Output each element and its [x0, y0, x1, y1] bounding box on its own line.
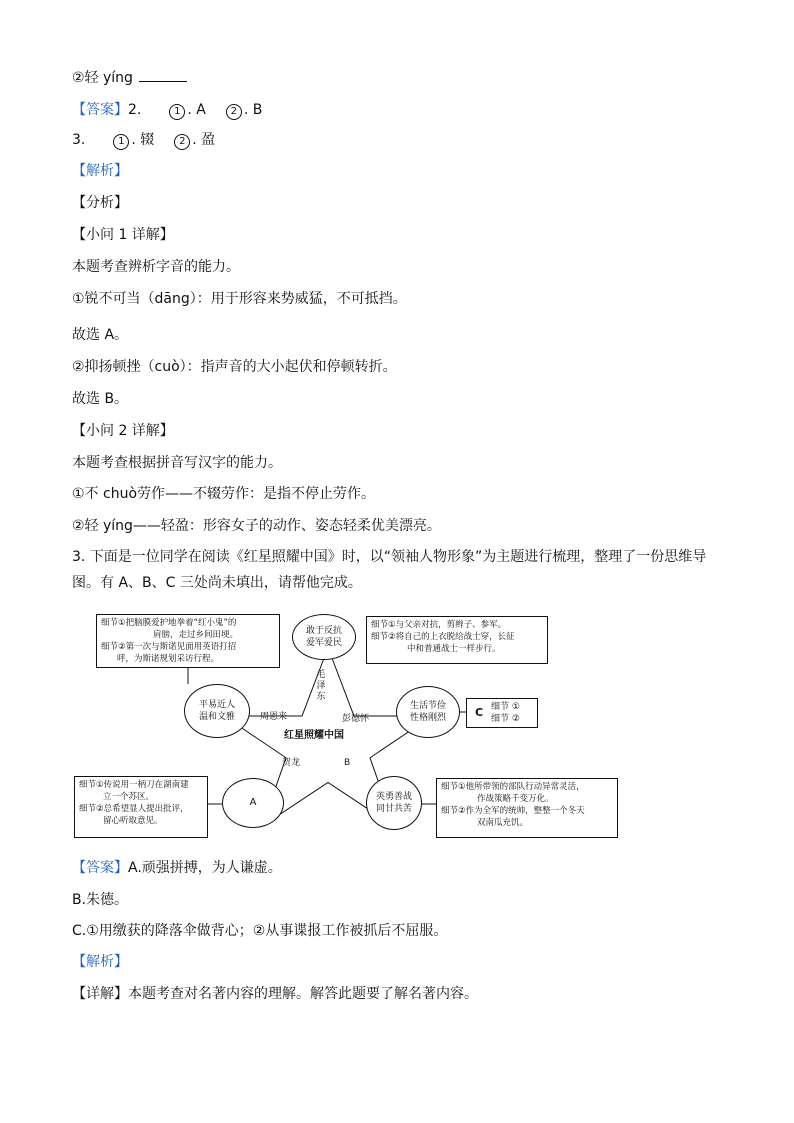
circle-number-1: 1 [113, 134, 129, 150]
detail-text: 肩膀，走过乡间田埂。 [153, 630, 239, 640]
trait-ellipse-a [222, 778, 284, 828]
answer-blank [139, 69, 187, 82]
answer-option-2: . B [243, 102, 263, 118]
answer-line-3 [72, 130, 215, 150]
answer-line-3-text [72, 858, 282, 878]
trait-text: 生活节俭 [409, 701, 446, 711]
detail-text: 细节②总希望显人提出批评， [79, 804, 189, 814]
trait-text: 敢于反抗 [305, 626, 342, 636]
circle-number-1: 1 [169, 104, 185, 120]
text-line: 本题考查根据拼音写汉字的能力。 [72, 455, 282, 471]
answer-option-1: . A [187, 102, 206, 118]
text-line: 故选 B。 [72, 391, 129, 407]
star-char: 毛 [316, 670, 326, 680]
star-char: 泽 [316, 681, 326, 691]
detail-text: 中和普通战士一样步行。 [407, 644, 501, 654]
detail-text: 细节①把脑膜爱护地拳着“红小鬼”的 [101, 618, 237, 628]
analysis-heading: 【解析】 [72, 954, 128, 970]
trait-text: 爱军爱民 [305, 638, 342, 648]
trait-ellipse-right [396, 686, 460, 738]
trait-ellipse-top [292, 614, 356, 660]
text-line: ②轻 yíng——轻盈：形容女子的动作、姿态轻柔优美漂亮。 [72, 518, 441, 534]
trait-text: 性格刚烈 [409, 713, 446, 723]
trait-text: 温和文雅 [198, 712, 235, 722]
answer-option-2: . 盈 [192, 132, 216, 148]
blank-a-label: A [249, 797, 257, 808]
answer-number: 2. [128, 102, 142, 118]
circle-number-2: 2 [226, 104, 242, 120]
answer-option-1: . 辍 [131, 132, 155, 148]
detail-text: 留心听取意见。 [103, 816, 163, 826]
detail-box-bottom-left [74, 776, 208, 838]
trait-text: 英勇善战 [375, 792, 412, 802]
fenxi-heading: 【分析】 [72, 195, 128, 211]
detail-text: 立一个苏区。 [103, 792, 155, 802]
detail-text: 细节②将自己的上衣脱给战士穿，长征 [371, 632, 515, 642]
detail-text: 细节①与父亲对抗，剪辫子、参军。 [371, 620, 507, 630]
star-label-he: 贺龙 [282, 758, 301, 768]
detail-text: 细节②作为全军的统帅，整整一个冬天 [441, 806, 585, 816]
subquestion-1-heading: 【小问 1 详解】 [72, 227, 174, 243]
answer-tag: 【答案】 [72, 860, 128, 876]
trait-text: 平易近人 [198, 700, 235, 710]
detail-text: 呼，为斯诺规划采访行程。 [117, 654, 220, 664]
star-label-zhou: 周恩来 [260, 712, 288, 722]
star-char: 东 [316, 692, 326, 702]
star-label-peng: 彭德怀 [342, 714, 370, 724]
detail-text: 细节②第一次与斯诺见面用英语打招 [101, 642, 237, 652]
q2-prompt-label: ②轻 yíng [72, 70, 133, 86]
trait-ellipse-bottom-right [366, 776, 422, 830]
detail-text: 双南瓜充饥。 [477, 818, 529, 828]
blank-c-label: C [475, 706, 484, 719]
answer-text: A.顽强拼搏，为人谦虚。 [128, 860, 282, 876]
detail-box-top-right [366, 616, 548, 664]
blank-c-box [466, 698, 538, 728]
mind-map-diagram [70, 608, 622, 844]
q2-prompt [72, 68, 187, 88]
text-line: ①锐不可当（dāng）：用于形容来势威猛，不可抵挡。 [72, 291, 407, 307]
text-line: 故选 A。 [72, 327, 129, 343]
blank-c-detail: 细节 ① [491, 702, 520, 712]
detail-box-top-left [96, 614, 280, 668]
subquestion-2-heading: 【小问 2 详解】 [72, 423, 174, 439]
answer-tag: 【答案】 [72, 102, 128, 118]
text-line: ①不 chuò劳作——不辍劳作：是指不停止劳作。 [72, 486, 376, 502]
text-line: C.①用缴获的降落伞做背心；②从事谍报工作被抓后不屈服。 [72, 923, 448, 939]
answer-line-2 [72, 100, 262, 120]
question-3: 3. 下面是一位同学在阅读《红星照耀中国》时，以“领袖人物形象”为主题进行梳理，整理了一份思维导图。有 A、B、C 三处尚未填出，请帮他完成。 [72, 549, 707, 591]
star-center-title: 红星照耀中国 [284, 730, 344, 741]
trait-ellipse-left [184, 684, 250, 738]
detail-text: 本题考查对名著内容的理解。解答此题要了解名著内容。 [128, 986, 478, 1002]
trait-text: 同甘共苦 [375, 804, 412, 814]
detail-tag: 【详解】 [72, 986, 128, 1002]
blank-c-detail: 细节 ② [491, 714, 520, 724]
detail-text: 细节①传说用一柄刀在湖南建 [79, 780, 189, 790]
detail-box-bottom-right [436, 778, 618, 838]
text-line: ②抑扬顿挫（cuò）：指声音的大小起伏和停顿转折。 [72, 359, 397, 375]
star-label-b: B [344, 758, 351, 768]
detail-line [72, 984, 478, 1004]
text-line: B.朱德。 [72, 892, 129, 908]
star-label-mao [314, 670, 328, 703]
detail-text: 细节①他所带领的部队行动异常灵活， [441, 782, 585, 792]
circle-number-2: 2 [174, 134, 190, 150]
answer-number: 3. [72, 132, 86, 148]
detail-text: 作战策略千变万化。 [477, 794, 554, 804]
text-line: 本题考查辨析字音的能力。 [72, 259, 240, 275]
analysis-heading: 【解析】 [72, 163, 128, 179]
